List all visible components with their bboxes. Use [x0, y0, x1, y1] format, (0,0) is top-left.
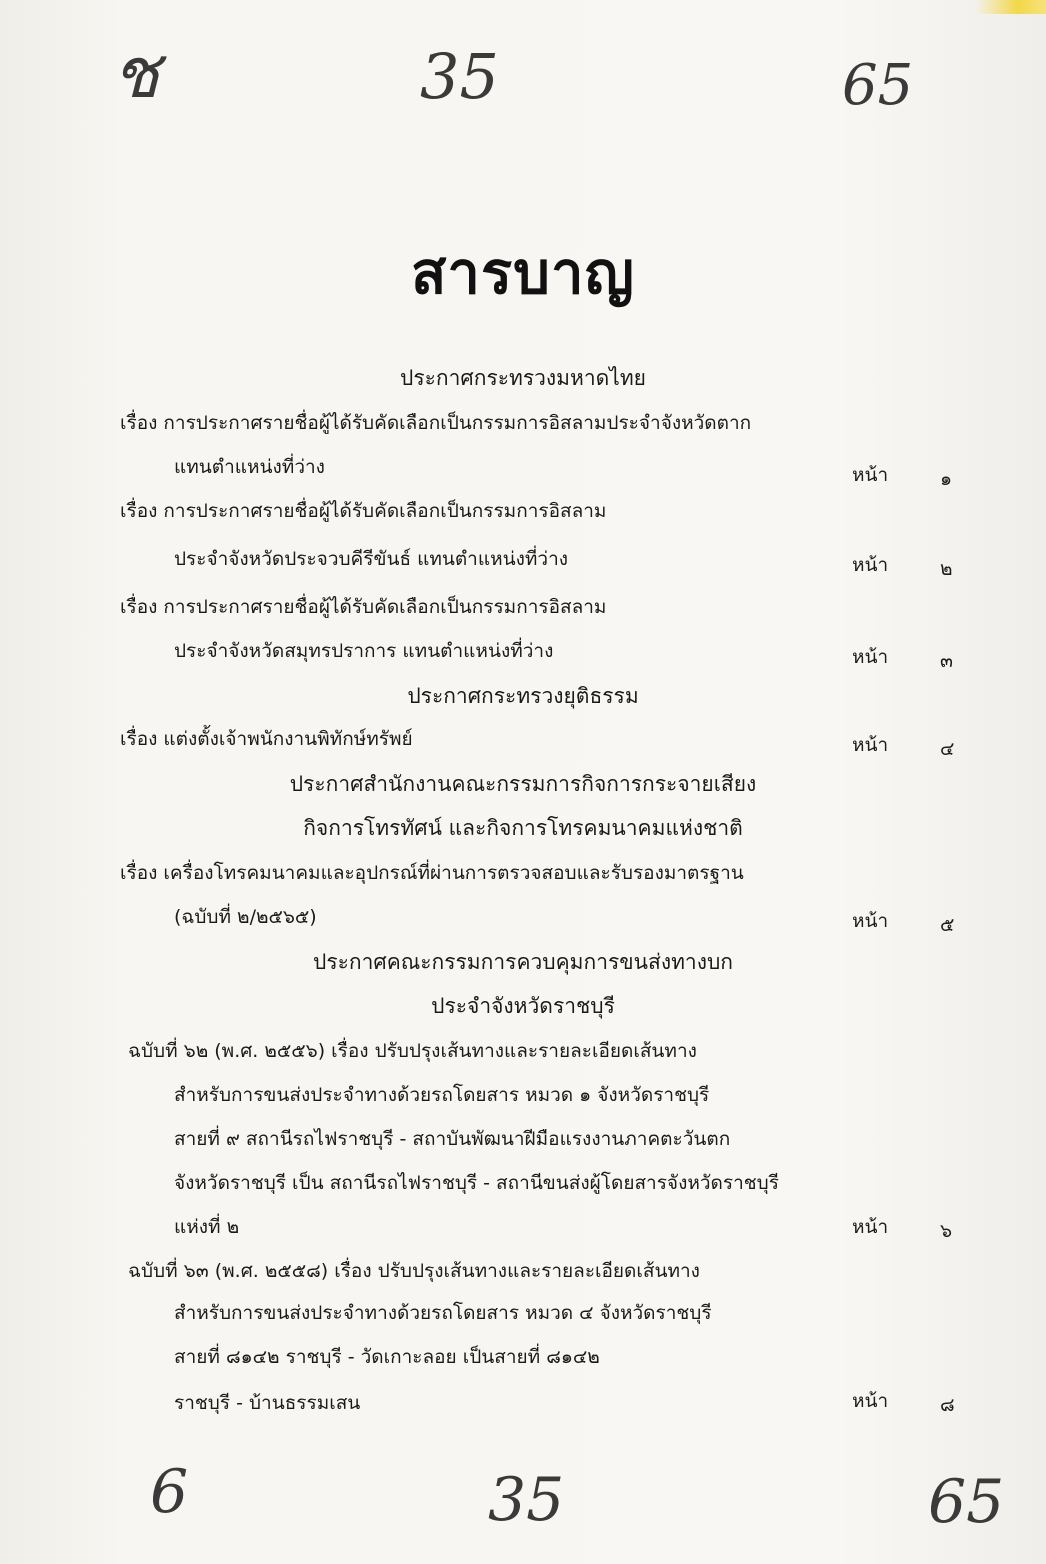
entry-1-page-label: หน้า [852, 464, 889, 486]
entry-2-page-label: หน้า [852, 554, 889, 576]
section-heading-nbtc-line-2: กิจการโทรทัศน์ และกิจการโทรคมนาคมแห่งชาติ [303, 816, 743, 840]
handwritten-mark-bottom-left: 6 [150, 1457, 189, 1527]
entry-5-page-label: หน้า [852, 910, 889, 932]
entry-2-line-2: ประจำจังหวัดประจวบคีรีขันธ์ แทนตำแหน่งที่ว่าง [174, 548, 569, 570]
entry-1-line-2: แทนตำแหน่งที่ว่าง [174, 456, 325, 478]
entry-6-page-number: ๖ [940, 1220, 953, 1242]
page-title: สารบาญ [411, 239, 635, 307]
entry-1-page-number: ๑ [940, 468, 953, 490]
entry-2-page-number: ๒ [940, 558, 953, 580]
entry-4-page-number: ๔ [940, 738, 955, 760]
entry-7-line-1: ฉบับที่ ๖๓ (พ.ศ. ๒๕๕๘) เรื่อง ปรับปรุงเส้นทางและรายละเอียดเส้นทาง [128, 1260, 700, 1282]
entry-6-page-label: หน้า [852, 1216, 889, 1238]
entry-6-line-4: จังหวัดราชบุรี เป็น สถานีรถไฟราชบุรี - สถานีขนส่งผู้โดยสารจังหวัดราชบุรี [174, 1172, 779, 1194]
entry-6-line-5: แห่งที่ ๒ [174, 1216, 240, 1238]
entry-5-page-number: ๕ [940, 914, 955, 936]
entry-6-line-3: สายที่ ๙ สถานีรถไฟราชบุรี - สถาบันพัฒนาฝีมือแรงงานภาคตะวันตก [174, 1128, 731, 1150]
entry-5-line-1: เรื่อง เครื่องโทรคมนาคมและอุปกรณ์ที่ผ่านการตรวจสอบและรับรองมาตรฐาน [120, 862, 744, 884]
section-heading-moj: ประกาศกระทรวงยุติธรรม [407, 684, 639, 708]
paper-edge-mark [976, 0, 1046, 14]
entry-7-line-4: ราชบุรี - บ้านธรรมเสน [174, 1392, 361, 1414]
handwritten-mark-bottom-center: 35 [488, 1465, 565, 1535]
entry-3-line-1: เรื่อง การประกาศรายชื่อผู้ได้รับคัดเลือกเป็นกรรมการอิสลาม [120, 596, 607, 618]
handwritten-mark-top-center: 35 [420, 40, 499, 113]
section-heading-transport-line-2: ประจำจังหวัดราชบุรี [431, 994, 615, 1018]
section-heading-nbtc-line-1: ประกาศสำนักงานคณะกรรมการกิจการกระจายเสียง [289, 772, 757, 796]
entry-3-page-label: หน้า [852, 646, 889, 668]
handwritten-mark-top-left: ช [112, 32, 160, 114]
entry-1-line-1: เรื่อง การประกาศรายชื่อผู้ได้รับคัดเลือกเป็นกรรมการอิสลามประจำจังหวัดตาก [120, 412, 752, 434]
entry-2-line-1: เรื่อง การประกาศรายชื่อผู้ได้รับคัดเลือกเป็นกรรมการอิสลาม [120, 500, 607, 522]
entry-6-line-1: ฉบับที่ ๖๒ (พ.ศ. ๒๕๕๖) เรื่อง ปรับปรุงเส้นทางและรายละเอียดเส้นทาง [128, 1040, 697, 1062]
entry-7-page-number: ๘ [940, 1394, 955, 1416]
entry-6-line-2: สำหรับการขนส่งประจำทางด้วยรถโดยสาร หมวด ๑ จังหวัดราชบุรี [174, 1084, 710, 1106]
entry-5-line-2: (ฉบับที่ ๒/๒๕๖๕) [174, 906, 317, 928]
handwritten-mark-bottom-right: 65 [928, 1467, 1005, 1537]
entry-7-page-label: หน้า [852, 1390, 889, 1412]
section-heading-transport-line-1: ประกาศคณะกรรมการควบคุมการขนส่งทางบก [313, 950, 733, 974]
entry-4-page-label: หน้า [852, 734, 889, 756]
entry-4-line-1: เรื่อง แต่งตั้งเจ้าพนักงานพิทักษ์ทรัพย์ [120, 728, 413, 750]
entry-3-page-number: ๓ [940, 650, 953, 672]
section-heading-moi: ประกาศกระทรวงมหาดไทย [400, 366, 646, 390]
entry-3-line-2: ประจำจังหวัดสมุทรปราการ แทนตำแหน่งที่ว่าง [174, 640, 554, 662]
handwritten-mark-top-right: 65 [842, 53, 914, 118]
entry-7-line-2: สำหรับการขนส่งประจำทางด้วยรถโดยสาร หมวด ๔ จังหวัดราชบุรี [174, 1302, 712, 1324]
entry-7-line-3: สายที่ ๘๑๔๒ ราชบุรี - วัดเกาะลอย เป็นสายที่ ๘๑๔๒ [174, 1346, 600, 1368]
